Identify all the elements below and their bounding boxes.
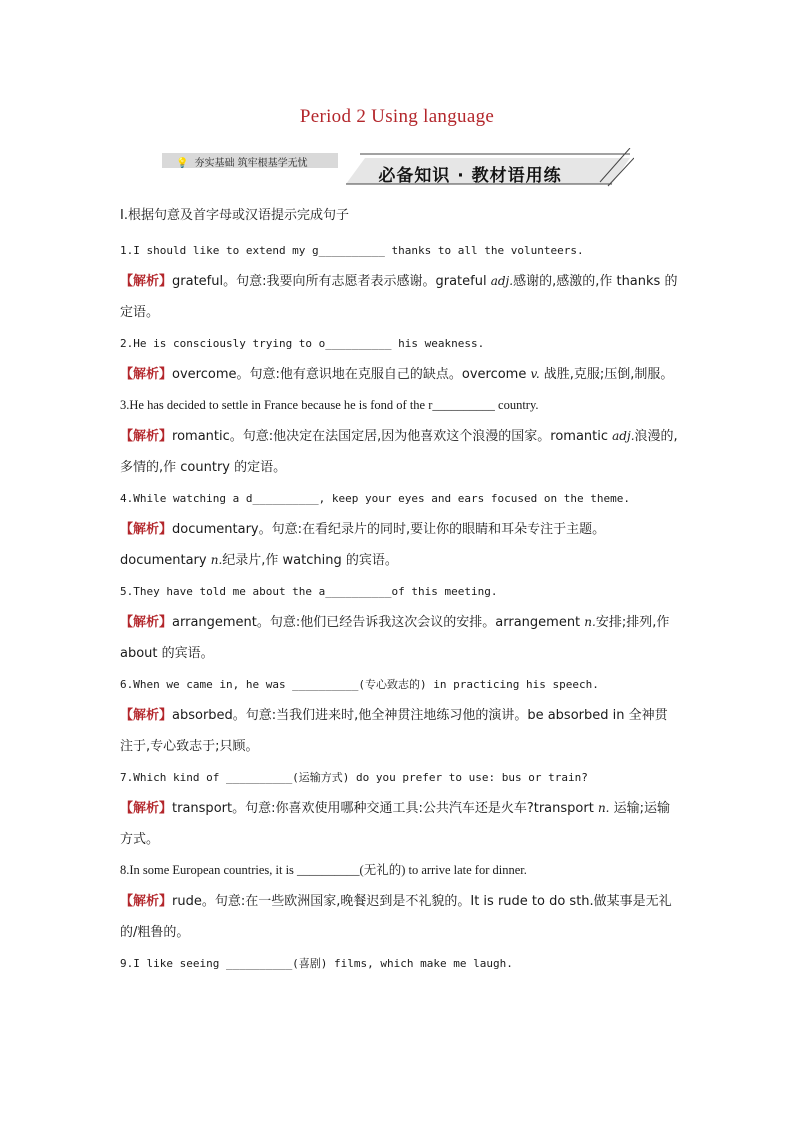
exercise-item (120, 390, 678, 483)
page-title: Period 2 Using language (299, 106, 495, 127)
exercise-item (120, 855, 678, 948)
analysis-tag: 【解析】 (120, 801, 173, 816)
exercise-item (120, 762, 678, 855)
analysis-tag: 【解析】 (120, 894, 173, 909)
question-text: 3.He has decided to settle in France because he is fond of the r__________ country. (120, 398, 539, 412)
answer-explanation: 【解析】rude。句意:在一些欧洲国家,晚餐迟到是不礼貌的。It is rude to do sth.做某事是无礼的/粗鲁的。 (120, 894, 672, 940)
answer-explanation: 【解析】grateful。句意:我要向所有志愿者表示感谢。grateful adj.感谢的,感激的,作 thanks 的定语。 (120, 274, 678, 320)
exercise-item (120, 669, 678, 762)
answer-explanation: 【解析】arrangement。句意:他们已经告诉我这次会议的安排。arrangement n.安排;排列,作 about 的宾语。 (120, 615, 670, 661)
analysis-tag: 【解析】 (120, 522, 173, 537)
question-text: 5.They have told me about the a__________of this meeting. (120, 585, 498, 598)
answer-explanation: 【解析】transport。句意:你喜欢使用哪种交通工具:公共汽车还是火车?transport n. 运输;运输方式。 (120, 801, 671, 847)
answer-explanation: 【解析】documentary。句意:在看纪录片的同时,要让你的眼睛和耳朵专注于主题。documentary n.纪录片,作 watching 的宾语。 (120, 522, 606, 568)
exercise-item (120, 576, 678, 669)
question-text: 8.In some European countries, it is __________(无礼的) to arrive late for dinner. (120, 863, 527, 877)
exercise-content (120, 204, 678, 979)
exercise-item (120, 235, 678, 328)
question-text: 4.While watching a d__________, keep your eyes and ears focused on the theme. (120, 492, 630, 505)
section-heading: Ⅰ.根据句意及首字母或汉语提示完成句子 (120, 208, 349, 223)
question-text: 2.He is consciously trying to o__________ his weakness. (120, 337, 485, 350)
question-text: 7.Which kind of __________(运输方式) do you prefer to use: bus or train? (120, 771, 588, 784)
analysis-tag: 【解析】 (120, 615, 173, 630)
question-text: 6.When we came in, he was __________(专心致志的) in practicing his speech. (120, 678, 599, 691)
analysis-tag: 【解析】 (120, 429, 173, 444)
lightbulb-icon: 💡 (176, 158, 189, 169)
banner-left-label: 💡 夯实基础 筑牢根基学无忧 (176, 158, 308, 169)
analysis-tag: 【解析】 (120, 274, 173, 289)
banner-right-label: 必备知识 · 教材语用练 (378, 166, 562, 186)
section-banner (160, 148, 634, 188)
exercise-item (120, 328, 678, 390)
analysis-tag: 【解析】 (120, 367, 173, 382)
answer-explanation: 【解析】absorbed。句意:当我们进来时,他全神贯注地练习他的演讲。be absorbed in 全神贯注于,专心致志于;只顾。 (120, 708, 668, 754)
exercise-item (120, 483, 678, 576)
exercise-item (120, 948, 678, 979)
analysis-tag: 【解析】 (120, 708, 173, 723)
question-text: 1.I should like to extend my g__________ thanks to all the volunteers. (120, 244, 584, 257)
question-text: 9.I like seeing __________(喜剧) films, which make me laugh. (120, 957, 513, 970)
answer-explanation: 【解析】overcome。句意:他有意识地在克服自己的缺点。overcome v. 战胜,克服;压倒,制服。 (120, 367, 674, 382)
answer-explanation: 【解析】romantic。句意:他决定在法国定居,因为他喜欢这个浪漫的国家。romantic adj.浪漫的,多情的,作 country 的定语。 (120, 429, 678, 475)
